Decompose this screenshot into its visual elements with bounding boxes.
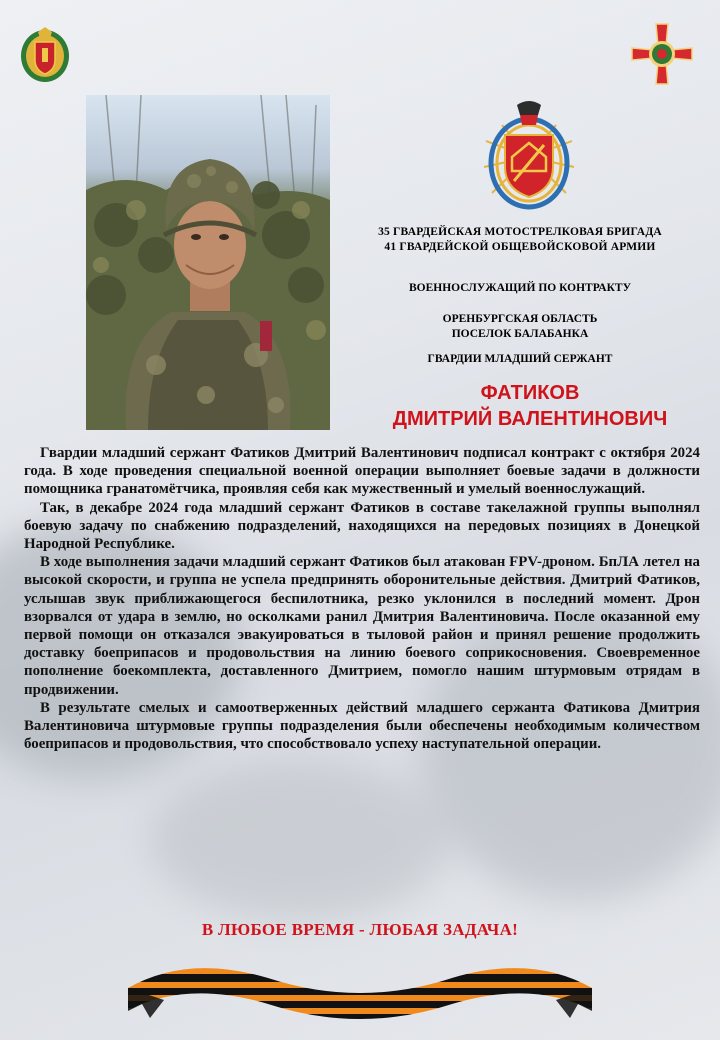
story-paragraph: Гвардии младший сержант Фатиков Дмитрий Валентинович подписал контракт с октября 2024 года. В ходе проведения специальной военной операции выполняет боевые задачи в должности помощника гранатомётчика, проявляя себя как мужественный и умелый военнослужащий. (24, 445, 700, 498)
service-type: ВОЕННОСЛУЖАЩИЙ ПО КОНТРАКТУ (408, 282, 632, 294)
story-paragraph: В ходе выполнения задачи младший сержант Фатиков был атакован FPV-дроном. БпЛА летел на высокой скорости, и группа не успела предпринять оборонительные действия. Дмитрий Фатиков, услышав звук приближающегося беспилотника, резко уклонился в последний момент. Дрон взорвался от удара в землю, но осколками ранил Дмитрия Валентиновича. После оказанной ему первой помощи он отказался эвакуироваться в тыловой район и принял решение продолжить доставку боеприпасов и продовольствия на линию боевого соприкосновения. Своевременное пополнение боекомплекта, доставленного Дмитрием, помогло нашим штурмовым отрядам в продвижении. (24, 554, 700, 698)
story-paragraph: В результате смелых и самоотверженных действий младшего сержанта Фатикова Дмитрия Валентиновича штурмовые группы подразделения были обеспечены необходимым количеством боеприпасов и продовольствия, что способствовало успеху наступательной операции. (24, 699, 700, 753)
unit-info (340, 225, 700, 255)
story-paragraph: Так, в декабре 2024 года младший сержант Фатиков в составе такелажной группы выполнял боевую задачу по снабжению подразделений, находящихся на передовых позициях в Донецкой Народной Республике. (24, 499, 700, 553)
background-shade (150, 760, 450, 920)
soldier-name (340, 380, 720, 432)
settlement: ПОСЕЛОК БАЛАБАНКА (451, 328, 589, 340)
army-cross-badge-icon (630, 22, 694, 86)
surname: ФАТИКОВ (480, 382, 580, 404)
motto: В ЛЮБОЕ ВРЕМЯ - ЛЮБАЯ ЗАДАЧА! (201, 920, 519, 939)
given-names: ДМИТРИЙ ВАЛЕНТИНОВИЧ (392, 408, 668, 430)
soldier-photo (86, 95, 330, 430)
brigade-emblem-icon (480, 97, 578, 217)
soldier-portrait-illustration (86, 95, 330, 430)
hometown-info (340, 312, 700, 342)
region: ОРЕНБУРГСКАЯ ОБЛАСТЬ (442, 313, 598, 325)
rank: ГВАРДИИ МЛАДШИЙ СЕРЖАНТ (427, 353, 613, 365)
regional-coat-of-arms-icon (18, 24, 72, 84)
unit-line-army: 41 ГВАРДЕЙСКОЙ ОБЩЕВОЙСКОВОЙ АРМИИ (384, 241, 656, 253)
story-text (24, 444, 700, 753)
st-george-ribbon-icon (128, 958, 592, 1024)
unit-line-brigade: 35 ГВАРДЕЙСКАЯ МОТОСТРЕЛКОВАЯ БРИГАДА (378, 226, 662, 238)
